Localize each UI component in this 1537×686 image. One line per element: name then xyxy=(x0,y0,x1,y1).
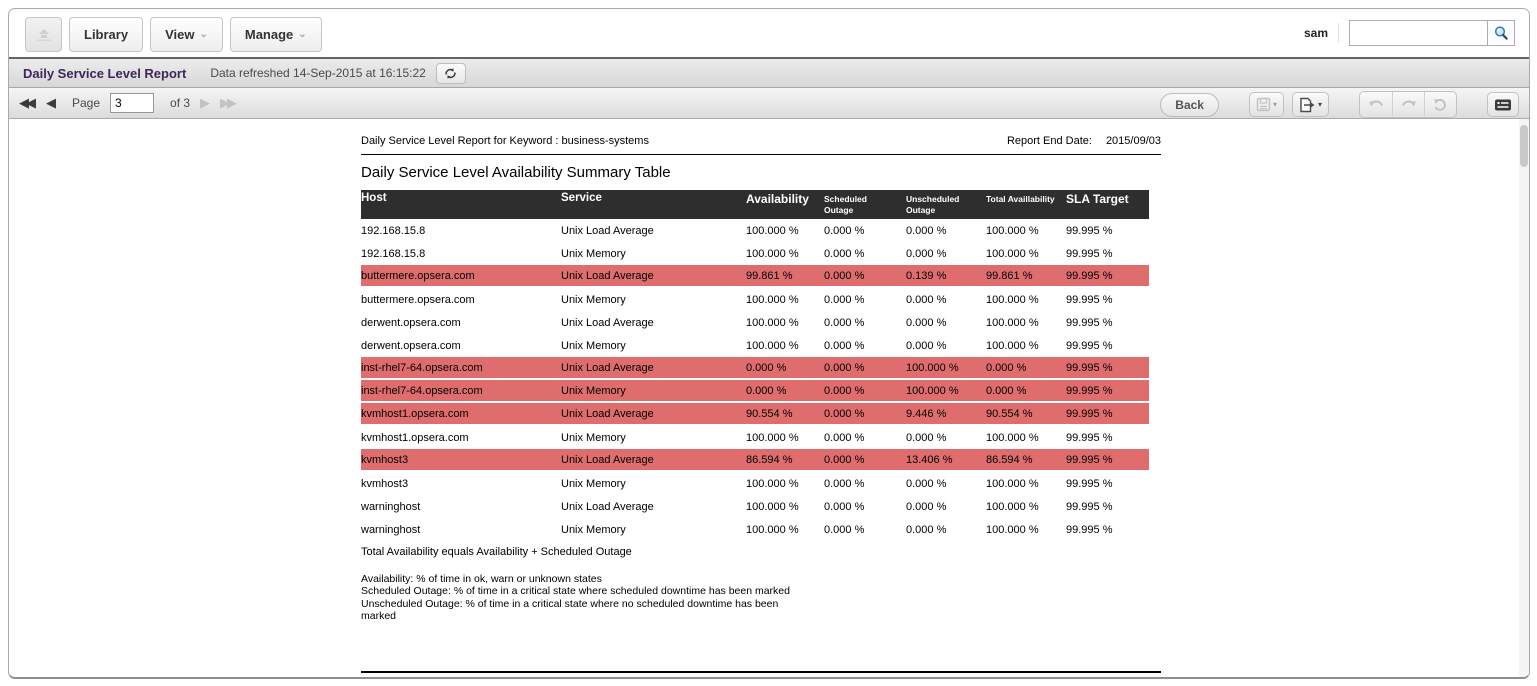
divider xyxy=(1338,23,1339,43)
report-end-date-label: Report End Date: xyxy=(1006,135,1092,147)
table-row xyxy=(361,311,1149,334)
table-row xyxy=(361,472,1149,495)
cell-host: 192.168.15.8 xyxy=(361,247,426,260)
report-footer-divider xyxy=(361,671,1161,673)
manage-menu-label: Manage xyxy=(244,27,294,42)
cell-availability: 100.000 % xyxy=(746,339,799,352)
cell-total-availability: 90.554 % xyxy=(986,407,1033,420)
cell-unscheduled-outage: 0.000 % xyxy=(906,477,947,490)
legend-line: Availability: % of time in ok, warn or unknown states xyxy=(361,573,602,585)
cell-service: Unix Load Average xyxy=(561,269,654,282)
cell-availability: 86.594 % xyxy=(746,453,793,466)
home-icon xyxy=(35,28,53,42)
view-menu-label: View xyxy=(165,27,195,42)
column-header-host: Host xyxy=(361,192,387,204)
cell-sla-target: 99.995 % xyxy=(1066,269,1113,282)
cell-scheduled-outage: 0.000 % xyxy=(824,500,865,513)
legend-line: marked xyxy=(361,610,397,623)
cell-host: warninghost xyxy=(361,523,421,536)
table-row xyxy=(361,288,1149,311)
cell-sla-target: 99.995 % xyxy=(1066,407,1113,420)
library-button-label: Library xyxy=(84,27,129,42)
page-number-input[interactable] xyxy=(110,93,154,113)
cell-total-availability: 100.000 % xyxy=(986,523,1039,536)
report-table-heading: Daily Service Level Availability Summary Table xyxy=(361,164,671,181)
column-header-scheduled-outage: Scheduled Outage xyxy=(824,194,867,215)
next-page-icon: ▶ xyxy=(200,95,208,110)
cell-availability: 100.000 % xyxy=(746,477,799,490)
refresh-icon xyxy=(443,67,458,80)
cell-total-availability: 0.000 % xyxy=(986,384,1027,397)
cell-unscheduled-outage: 0.139 % xyxy=(906,269,947,282)
cell-unscheduled-outage: 100.000 % xyxy=(906,361,959,374)
cell-unscheduled-outage: 0.000 % xyxy=(906,247,947,260)
cell-service: Unix Memory xyxy=(561,477,626,490)
cell-scheduled-outage: 0.000 % xyxy=(824,269,865,282)
cell-availability: 100.000 % xyxy=(746,293,799,306)
table-row xyxy=(361,426,1149,449)
legend-line: Unscheduled Outage: % of time in a critical state where no scheduled downtime has been xyxy=(361,597,779,610)
cell-service: Unix Load Average xyxy=(561,361,654,374)
cell-sla-target: 99.995 % xyxy=(1066,523,1113,536)
table-row xyxy=(361,449,1149,472)
first-page-icon[interactable]: ◀◀ xyxy=(19,95,33,110)
scrollbar-track[interactable] xyxy=(1519,119,1529,678)
cell-scheduled-outage: 0.000 % xyxy=(824,453,865,466)
cell-host: 192.168.15.8 xyxy=(361,224,426,237)
save-icon xyxy=(1256,97,1271,112)
cell-service: Unix Memory xyxy=(561,293,626,306)
report-divider xyxy=(361,154,1161,155)
cell-service: Unix Memory xyxy=(561,384,626,397)
cell-scheduled-outage: 0.000 % xyxy=(824,361,865,374)
availability-table xyxy=(361,190,1149,541)
search-icon xyxy=(1493,25,1509,41)
redo-button xyxy=(1392,92,1424,117)
cell-sla-target: 99.995 % xyxy=(1066,316,1113,329)
cell-host: kvmhost1.opsera.com xyxy=(361,431,469,444)
cell-total-availability: 100.000 % xyxy=(986,316,1039,329)
table-row xyxy=(361,334,1149,357)
table-row xyxy=(361,495,1149,518)
cell-total-availability: 100.000 % xyxy=(986,339,1039,352)
last-page-icon: ▶▶ xyxy=(220,95,235,110)
cell-service: Unix Load Average xyxy=(561,224,654,237)
cell-host: kvmhost3 xyxy=(361,453,409,466)
cell-service: Unix Memory xyxy=(561,431,626,444)
save-button[interactable] xyxy=(1249,92,1284,117)
table-row xyxy=(361,242,1149,265)
home-button[interactable] xyxy=(25,17,62,52)
search-button[interactable] xyxy=(1487,21,1514,45)
cell-host: kvmhost3 xyxy=(361,477,409,490)
cell-total-availability: 100.000 % xyxy=(986,224,1039,237)
page-count-label: of 3 xyxy=(170,96,191,110)
report-content-area xyxy=(9,119,1529,678)
manage-menu-button[interactable] xyxy=(230,17,322,52)
cell-unscheduled-outage: 0.000 % xyxy=(906,339,947,352)
column-header-unscheduled-outage: Unscheduled Outage xyxy=(906,194,960,215)
search-box xyxy=(1349,20,1515,46)
table-row xyxy=(361,518,1149,541)
cell-availability: 99.861 % xyxy=(746,269,793,282)
cell-availability: 100.000 % xyxy=(746,316,799,329)
cell-unscheduled-outage: 0.000 % xyxy=(906,523,947,536)
cell-unscheduled-outage: 0.000 % xyxy=(906,293,947,306)
top-toolbar xyxy=(9,9,1529,59)
cell-service: Unix Load Average xyxy=(561,316,654,329)
legend-block xyxy=(361,573,1161,623)
cell-service: Unix Memory xyxy=(561,247,626,260)
cell-unscheduled-outage: 0.000 % xyxy=(906,431,947,444)
cell-sla-target: 99.995 % xyxy=(1066,339,1113,352)
cell-total-availability: 100.000 % xyxy=(986,431,1039,444)
cell-availability: 100.000 % xyxy=(746,523,799,536)
cell-sla-target: 99.995 % xyxy=(1066,477,1113,490)
cell-sla-target: 99.995 % xyxy=(1066,247,1113,260)
revert-icon xyxy=(1433,97,1448,112)
cell-scheduled-outage: 0.000 % xyxy=(824,523,865,536)
page-title: Daily Service Level Report xyxy=(23,65,187,81)
cell-service: Unix Load Average xyxy=(561,500,654,513)
cell-scheduled-outage: 0.000 % xyxy=(824,247,865,260)
cell-scheduled-outage: 0.000 % xyxy=(824,224,865,237)
cell-sla-target: 99.995 % xyxy=(1066,431,1113,444)
report-table-body xyxy=(361,219,1149,541)
cell-sla-target: 99.995 % xyxy=(1066,500,1113,513)
cell-host: buttermere.opsera.com xyxy=(361,293,475,306)
column-header-total-availability: Total Availlability xyxy=(986,194,1055,204)
cell-scheduled-outage: 0.000 % xyxy=(824,431,865,444)
column-header-sla-target: SLA Target xyxy=(1066,192,1129,206)
cell-unscheduled-outage: 13.406 % xyxy=(906,453,953,466)
export-button[interactable] xyxy=(1292,92,1329,117)
search-input[interactable] xyxy=(1350,21,1487,45)
library-button[interactable] xyxy=(69,17,143,52)
data-refreshed-label: Data refreshed 14-Sep-2015 at 16:15:22 xyxy=(210,66,426,80)
cell-unscheduled-outage: 0.000 % xyxy=(906,316,947,329)
table-footnote: Total Availability equals Availability + Scheduled Outage xyxy=(361,546,632,558)
table-row xyxy=(361,403,1149,426)
cell-sla-target: 99.995 % xyxy=(1066,453,1113,466)
column-header-service: Service xyxy=(561,192,602,204)
table-header-row xyxy=(361,190,1149,219)
back-button[interactable] xyxy=(1160,93,1219,117)
chevron-down-icon: ⌄ xyxy=(298,28,307,40)
cell-scheduled-outage: 0.000 % xyxy=(824,407,865,420)
export-icon xyxy=(1299,97,1316,113)
cell-host: buttermere.opsera.com xyxy=(361,269,475,282)
cell-availability: 0.000 % xyxy=(746,361,787,374)
cell-sla-target: 99.995 % xyxy=(1066,384,1113,397)
scrollbar-thumb[interactable] xyxy=(1520,125,1528,167)
cell-total-availability: 100.000 % xyxy=(986,477,1039,490)
cell-total-availability: 100.000 % xyxy=(986,500,1039,513)
cell-host: inst-rhel7-64.opsera.com xyxy=(361,384,483,397)
undo-button xyxy=(1360,92,1392,117)
cell-sla-target: 99.995 % xyxy=(1066,293,1113,306)
revert-button xyxy=(1424,92,1456,117)
cell-host: derwent.opsera.com xyxy=(361,339,461,352)
cell-scheduled-outage: 0.000 % xyxy=(824,384,865,397)
cell-sla-target: 99.995 % xyxy=(1066,361,1113,374)
table-row xyxy=(361,265,1149,288)
cell-scheduled-outage: 0.000 % xyxy=(824,477,865,490)
cell-unscheduled-outage: 100.000 % xyxy=(906,384,959,397)
cell-total-availability: 0.000 % xyxy=(986,361,1027,374)
table-row xyxy=(361,219,1149,242)
cell-total-availability: 86.594 % xyxy=(986,453,1033,466)
cell-total-availability: 99.861 % xyxy=(986,269,1033,282)
refresh-button[interactable] xyxy=(436,63,466,84)
app-window xyxy=(8,8,1530,679)
cell-total-availability: 100.000 % xyxy=(986,247,1039,260)
cell-scheduled-outage: 0.000 % xyxy=(824,339,865,352)
report-document xyxy=(361,135,1161,673)
cell-sla-target: 99.995 % xyxy=(1066,224,1113,237)
cell-service: Unix Memory xyxy=(561,523,626,536)
cell-service: Unix Memory xyxy=(561,339,626,352)
view-menu-button[interactable] xyxy=(150,17,223,52)
cell-unscheduled-outage: 9.446 % xyxy=(906,407,947,420)
cell-service: Unix Load Average xyxy=(561,453,654,466)
column-header-availability: Availability xyxy=(746,192,809,206)
cell-availability: 90.554 % xyxy=(746,407,793,420)
cell-total-availability: 100.000 % xyxy=(986,293,1039,306)
cell-availability: 100.000 % xyxy=(746,431,799,444)
toggle-panel-button[interactable] xyxy=(1487,92,1519,117)
chevron-down-icon: ⌄ xyxy=(199,28,208,40)
cell-availability: 100.000 % xyxy=(746,247,799,260)
table-row xyxy=(361,380,1149,403)
username-label: sam xyxy=(1303,26,1328,40)
table-row xyxy=(361,357,1149,380)
pager-toolbar xyxy=(9,88,1529,119)
cell-scheduled-outage: 0.000 % xyxy=(824,316,865,329)
history-button-group xyxy=(1359,91,1457,118)
undo-icon xyxy=(1368,98,1385,112)
back-button-label: Back xyxy=(1175,97,1204,112)
chevron-down-icon: ▾ xyxy=(1317,100,1322,109)
cell-host: kvmhost1.opsera.com xyxy=(361,407,469,420)
panel-icon xyxy=(1494,98,1512,112)
redo-icon xyxy=(1400,98,1417,112)
cell-scheduled-outage: 0.000 % xyxy=(824,293,865,306)
previous-page-icon[interactable]: ◀ xyxy=(46,95,53,110)
cell-host: inst-rhel7-64.opsera.com xyxy=(361,361,483,374)
cell-host: derwent.opsera.com xyxy=(361,316,461,329)
report-title-bar xyxy=(9,59,1529,88)
cell-availability: 100.000 % xyxy=(746,224,799,237)
cell-availability: 100.000 % xyxy=(746,500,799,513)
chevron-down-icon: ▾ xyxy=(1272,100,1277,109)
report-keyword-line: Daily Service Level Report for Keyword : business-systems xyxy=(361,135,649,147)
legend-line: Scheduled Outage: % of time in a critical state where scheduled downtime has been marked xyxy=(361,585,790,598)
page-label: Page xyxy=(72,96,101,110)
cell-unscheduled-outage: 0.000 % xyxy=(906,500,947,513)
cell-service: Unix Load Average xyxy=(561,407,654,420)
report-end-date-value: 2015/09/03 xyxy=(1105,135,1161,147)
cell-unscheduled-outage: 0.000 % xyxy=(906,224,947,237)
cell-availability: 0.000 % xyxy=(746,384,787,397)
cell-host: warninghost xyxy=(361,500,421,513)
